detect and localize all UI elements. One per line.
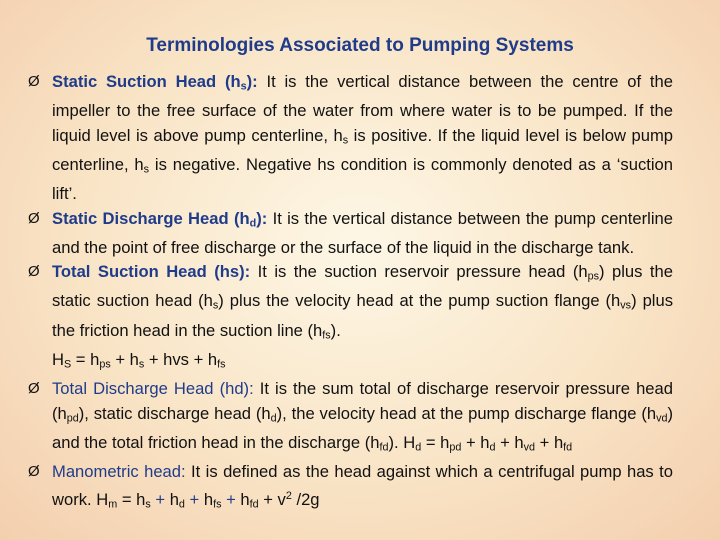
arrow-bullet-icon: Ø <box>28 462 40 480</box>
term-label: Total Suction Head (hs): <box>52 262 251 282</box>
slide-title: Terminologies Associated to Pumping Systems <box>146 35 574 56</box>
definition-text: It is the vertical distance between the pump centerline and the point of free discharge or the surface of the liquid in the discharge tank. <box>52 208 673 257</box>
bullet-static-suction-head <box>28 70 673 207</box>
definition-text: It is the sum total of discharge reservoir pressure head $(h_{pd})$, static discharge head $(h_d)$, the velocity head at the pump discharge flange $(h_{vd})$ and the total friction head in the discharge $(h_{fd})$. $H_d = h_{pd} + h_d + h_{vd} + h_{fd}$ <box>52 379 673 454</box>
definition-text: It is the suction reservoir pressure head $(h_{ps})$ plus the static suction head $(h_s)$ plus the velocity head at the pump suction flange $(h_{vs})$ plus the friction head in the suction line $(h_{fs})$. <box>52 262 674 342</box>
bullet-total-suction-head <box>28 260 673 377</box>
term-label: Static Discharge Head $(h_d)$: <box>52 208 268 230</box>
definition-text: It is the vertical distance between the centre of the impeller to the free surface of the water from where water is to be pumped. If the liquid level is above pump centerline, $h_s$ is positive. If the liquid level is below pump centerline, $h_s$ is negative. Negative hs condition is commonly denoted as a ‘suction lift’. <box>52 72 673 204</box>
arrow-bullet-icon: Ø <box>28 380 40 397</box>
arrow-bullet-icon: Ø <box>28 263 40 281</box>
term-label: Static Suction Head $(h_s)$: <box>52 72 258 93</box>
bullet-static-discharge-head <box>28 207 673 261</box>
bullet-manometric-head <box>28 460 673 518</box>
arrow-bullet-icon: Ø <box>28 73 40 90</box>
bullet-list <box>28 70 673 517</box>
term-label: Total Discharge Head (hd): <box>52 379 254 398</box>
equation-total-suction-head: $H_S = h_{ps} + h_s$ + hvs + $h_{fs}$ <box>52 349 226 371</box>
definition-text: It is defined as the head against which a centrifugal pump has to work. $H_m = h_s + h_d + h_{fs} + h_{fd} + v^2$ /2g <box>52 461 673 511</box>
term-label: Manometric head: <box>52 461 186 481</box>
bullet-total-discharge-head <box>28 377 673 460</box>
arrow-bullet-icon: Ø <box>28 209 40 227</box>
